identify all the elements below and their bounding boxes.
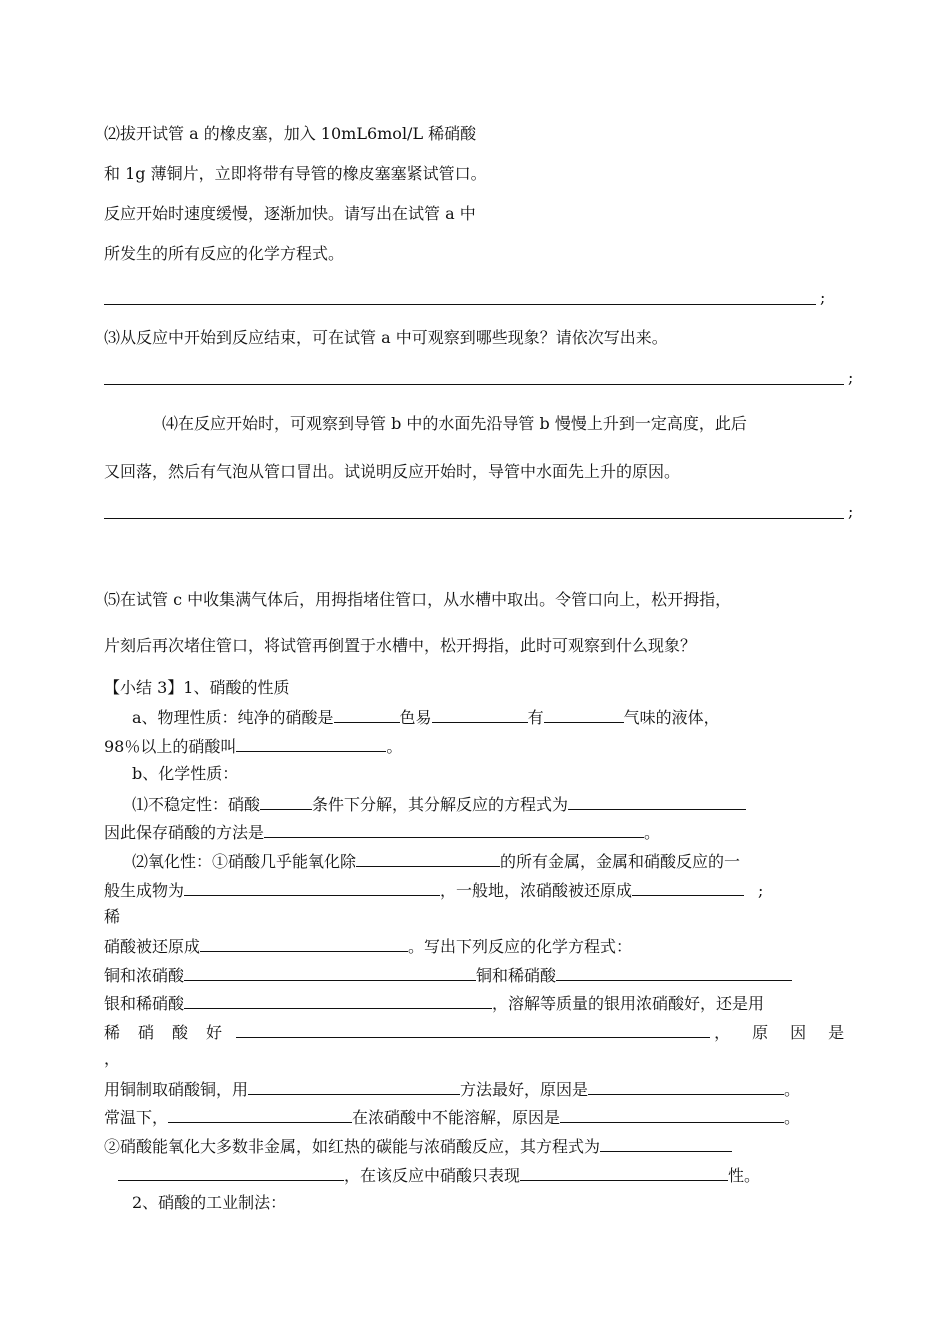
wrap-comma: ，	[104, 1049, 121, 1068]
conc-reduced-semicolon: ;	[758, 881, 764, 900]
q2-line-2: 和 1g 薄铜片，立即将带有导管的橡皮塞塞紧试管口。	[104, 164, 487, 183]
spread-char-2: 硝	[138, 1023, 155, 1042]
best-method-blank[interactable]	[248, 1078, 460, 1095]
q3-line-1: ⑶从反应中开始到反应结束，可在试管 a 中可观察到哪些现象？请依次写出来。	[104, 328, 668, 347]
spread-char-3: 酸	[172, 1023, 189, 1042]
oxidation-suffix: 的所有金属，金属和硝酸反应的一	[500, 852, 741, 871]
summary-title: 【小结 3】1、硝酸的性质	[104, 678, 290, 697]
instability-line	[132, 793, 746, 815]
q5-line-2: 片刻后再次堵住管口，将试管再倒置于水槽中，松开拇指，此时可观察到什么现象？	[104, 636, 697, 655]
cu-nitrate-period: 。	[784, 1080, 801, 1099]
dilute-reduced-blank[interactable]	[200, 935, 408, 952]
except-metals-blank[interactable]	[356, 850, 500, 867]
q2-semicolon: ;	[820, 288, 826, 307]
q2-line-1: ⑵拔开试管 a 的橡皮塞，加入 10mL6mol/L 稀硝酸	[104, 124, 477, 143]
chemical-properties-title: b、化学性质：	[132, 764, 239, 783]
property-shown-blank[interactable]	[520, 1164, 728, 1181]
cu-conc-equation-blank[interactable]	[184, 964, 476, 981]
q3-answer-line[interactable]	[104, 384, 844, 385]
spread-comma: ，	[714, 1023, 731, 1042]
copper-nitrate-line	[104, 1078, 800, 1100]
color-blank[interactable]	[334, 706, 400, 723]
oxidation-line-1	[132, 850, 740, 872]
better-choice-blank[interactable]	[236, 1021, 710, 1038]
carbon-equation-blank-1[interactable]	[600, 1135, 732, 1152]
conc-reduced-text: ，一般地，浓硝酸被还原成	[440, 881, 633, 900]
dilute-reduced-prefix: 硝酸被还原成	[104, 937, 201, 956]
storage-prefix: 因此保存硝酸的方法是	[104, 823, 265, 842]
write-equations-text: 。写出下列反应的化学方程式：	[408, 937, 633, 956]
instability-prefix: ⑴不稳定性：硝酸	[132, 795, 261, 814]
oxidation-prefix: ⑵氧化性：①硝酸几乎能氧化除	[132, 852, 357, 871]
cu-dilute-label: 铜和稀硝酸	[476, 966, 557, 985]
passivation-period: 。	[784, 1108, 801, 1127]
physical-suffix: 气味的液体，	[623, 708, 720, 727]
conc-reduced-blank[interactable]	[632, 879, 744, 896]
q5-line-1: ⑸在试管 c 中收集满气体后，用拇指堵住管口，从水槽中取出。令管口向上，松开拇指，	[104, 590, 732, 609]
cu-nitrate-prefix: 用铜制取硝酸铜，用	[104, 1080, 249, 1099]
odor-blank[interactable]	[544, 706, 624, 723]
instability-mid: 条件下分解，其分解反应的方程式为	[312, 795, 569, 814]
fuming-name-blank[interactable]	[236, 735, 386, 752]
passivation-reason-blank[interactable]	[560, 1106, 784, 1123]
passivation-prefix: 常温下，	[104, 1108, 169, 1127]
products-prefix: 般生成物为	[104, 881, 185, 900]
volatility-blank[interactable]	[432, 706, 528, 723]
q4-answer-line[interactable]	[104, 518, 844, 519]
cu-conc-label: 铜和浓硝酸	[104, 966, 185, 985]
q3-semicolon: ;	[848, 368, 854, 387]
silver-reaction-line	[104, 992, 764, 1014]
storage-period: 。	[644, 823, 661, 842]
storage-method-blank[interactable]	[264, 821, 644, 838]
spread-char-6: 原	[752, 1023, 769, 1042]
ag-dilute-equation-blank[interactable]	[184, 992, 492, 1009]
physical-color-text: 色易	[399, 708, 432, 727]
passivated-metals-blank[interactable]	[168, 1106, 352, 1123]
property-suffix: 性。	[728, 1166, 761, 1185]
copper-reactions-line	[104, 964, 792, 986]
spread-char-8: 是	[828, 1023, 845, 1042]
cu-dilute-equation-blank[interactable]	[556, 964, 792, 981]
spread-char-4: 好	[206, 1023, 223, 1042]
storage-line	[104, 821, 660, 843]
passivation-reason-text: 在浓硝酸中不能溶解，原因是	[352, 1108, 561, 1127]
ag-dilute-label: 银和稀硝酸	[104, 994, 185, 1013]
decompose-condition-blank[interactable]	[260, 793, 312, 810]
nonmetal-oxidation-line-2	[118, 1164, 760, 1186]
cu-nitrate-reason-blank[interactable]	[588, 1078, 784, 1095]
fuming-acid-line	[104, 735, 402, 757]
spread-char-1: 稀	[104, 1023, 121, 1042]
fuming-period: 。	[386, 737, 403, 756]
dilute-wrap-char: 稀	[104, 907, 121, 926]
ag-question-text: ，溶解等质量的银用浓硝酸好，还是用	[492, 994, 765, 1013]
physical-has-text: 有	[527, 708, 544, 727]
carbon-equation-blank-2[interactable]	[118, 1164, 344, 1181]
q2-line-4: 所发生的所有反应的化学方程式。	[104, 244, 345, 263]
nonmetal-prefix: ②硝酸能氧化大多数非金属，如红热的碳能与浓硝酸反应，其方程式为	[104, 1137, 601, 1156]
fuming-prefix: 98％以上的硝酸叫	[104, 737, 237, 756]
decompose-equation-blank[interactable]	[568, 793, 746, 810]
dilute-reduced-line	[104, 935, 632, 957]
nonmetal-oxidation-line	[104, 1135, 732, 1157]
q2-answer-line[interactable]	[104, 304, 816, 305]
physical-prefix: a、物理性质：纯净的硝酸是	[132, 708, 334, 727]
spread-char-7: 因	[790, 1023, 807, 1042]
physical-properties-line	[132, 706, 720, 728]
oxidation-line-2	[104, 879, 763, 901]
dilute-reason-line	[104, 1021, 844, 1043]
passivation-line	[104, 1106, 800, 1128]
general-products-blank[interactable]	[184, 879, 440, 896]
q4-semicolon: ;	[848, 502, 854, 521]
q4-line-1: ⑷在反应开始时，可观察到导管 b 中的水面先沿导管 b 慢慢上升到一定高度，此后	[162, 414, 747, 433]
q4-line-2: 又回落，然后有气泡从管口冒出。试说明反应开始时，导管中水面先上升的原因。	[104, 462, 681, 481]
cu-nitrate-reason-text: 方法最好，原因是	[460, 1080, 589, 1099]
property-shown-text: ，在该反应中硝酸只表现	[344, 1166, 521, 1185]
q2-line-3: 反应开始时速度缓慢，逐渐加快。请写出在试管 a 中	[104, 204, 476, 223]
industrial-production-title: 2、硝酸的工业制法：	[132, 1193, 287, 1212]
